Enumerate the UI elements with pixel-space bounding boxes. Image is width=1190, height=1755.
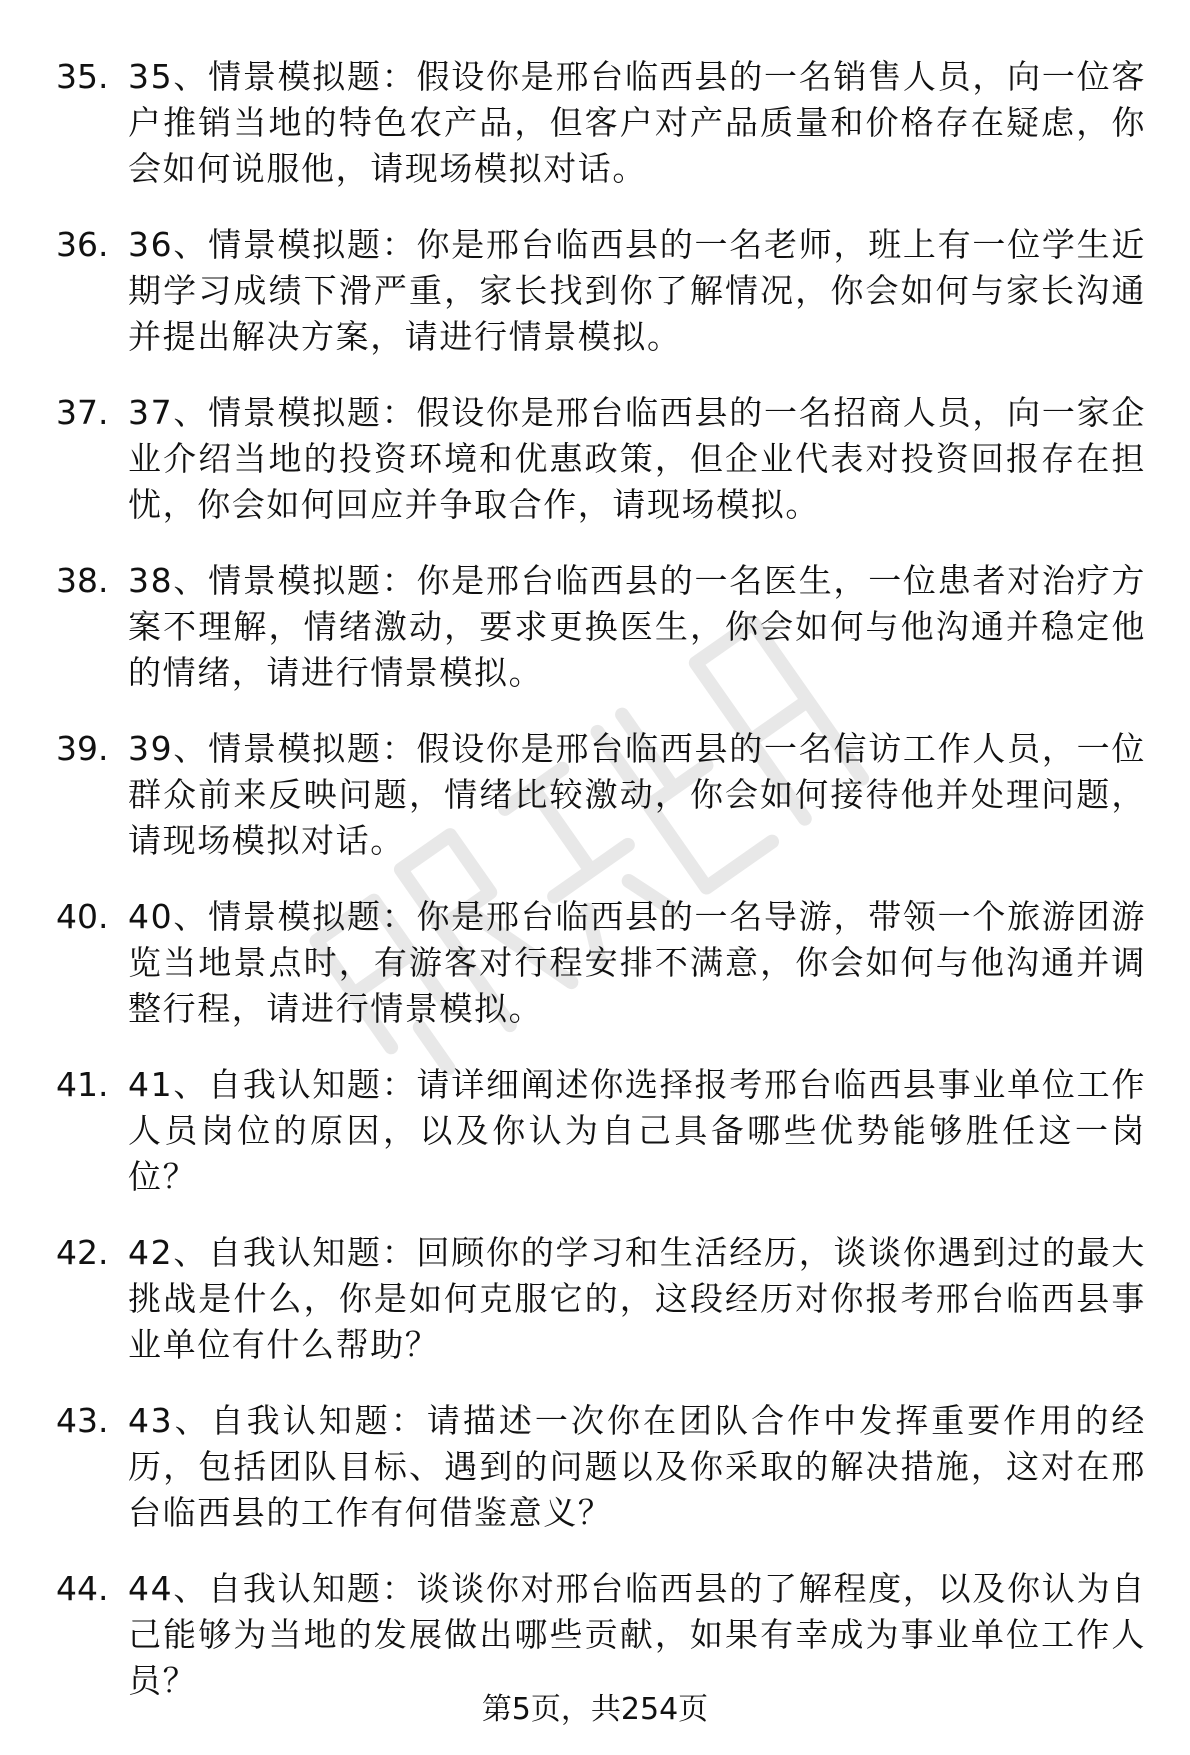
question-text: 42、自我认知题：回顾你的学习和生活经历，谈谈你遇到过的最大挑战是什么，你是如何克服它的，这段经历对你报考邢台临西县事业单位有什么帮助？	[128, 1233, 1146, 1364]
question-item-41	[56, 1062, 1146, 1200]
question-item-42	[56, 1230, 1146, 1368]
question-text: 44、自我认知题：谈谈你对邢台临西县的了解程度，以及你认为自己能够为当地的发展做出哪些贡献，如果有幸成为事业单位工作人员？	[128, 1569, 1146, 1700]
question-text: 41、自我认知题：请详细阐述你选择报考邢台临西县事业单位工作人员岗位的原因，以及你认为自己具备哪些优势能够胜任这一岗位？	[128, 1065, 1146, 1196]
question-number: 37.	[56, 393, 109, 432]
question-item-39	[56, 726, 1146, 864]
question-item-40	[56, 894, 1146, 1032]
question-item-35	[56, 54, 1146, 192]
question-number: 44.	[56, 1569, 109, 1608]
question-text: 43、自我认知题：请描述一次你在团队合作中发挥重要作用的经历，包括团队目标、遇到的问题以及你采取的解决措施，这对在邢台临西县的工作有何借鉴意义？	[128, 1401, 1146, 1532]
question-text: 36、情景模拟题：你是邢台临西县的一名老师，班上有一位学生近期学习成绩下滑严重，家长找到你了解情况，你会如何与家长沟通并提出解决方案，请进行情景模拟。	[128, 225, 1146, 356]
question-item-37	[56, 390, 1146, 528]
question-text: 35、情景模拟题：假设你是邢台临西县的一名销售人员，向一位客户推销当地的特色农产品，但客户对产品质量和价格存在疑虑，你会如何说服他，请现场模拟对话。	[128, 57, 1146, 188]
question-number: 36.	[56, 225, 109, 264]
question-list	[56, 54, 1146, 1734]
question-number: 39.	[56, 729, 109, 768]
question-number: 35.	[56, 57, 109, 96]
question-text: 40、情景模拟题：你是邢台临西县的一名导游，带领一个旅游团游览当地景点时，有游客对行程安排不满意，你会如何与他沟通并调整行程，请进行情景模拟。	[128, 897, 1146, 1028]
question-number: 43.	[56, 1401, 109, 1440]
question-number: 40.	[56, 897, 109, 936]
question-text: 39、情景模拟题：假设你是邢台临西县的一名信访工作人员，一位群众前来反映问题，情绪比较激动，你会如何接待他并处理问题，请现场模拟对话。	[128, 729, 1146, 860]
question-text: 37、情景模拟题：假设你是邢台临西县的一名招商人员，向一家企业介绍当地的投资环境和优惠政策，但企业代表对投资回报存在担忧，你会如何回应并争取合作，请现场模拟。	[128, 393, 1146, 524]
question-number: 38.	[56, 561, 109, 600]
question-item-44	[56, 1566, 1146, 1704]
question-item-38	[56, 558, 1146, 696]
question-item-43	[56, 1398, 1146, 1536]
page-footer	[0, 1690, 1190, 1730]
page-number-label: 第5页，共254页	[481, 1692, 709, 1727]
question-item-36	[56, 222, 1146, 360]
question-number: 42.	[56, 1233, 109, 1272]
question-number: 41.	[56, 1065, 109, 1104]
question-text: 38、情景模拟题：你是邢台临西县的一名医生，一位患者对治疗方案不理解，情绪激动，要求更换医生，你会如何与他沟通并稳定他的情绪，请进行情景模拟。	[128, 561, 1146, 692]
